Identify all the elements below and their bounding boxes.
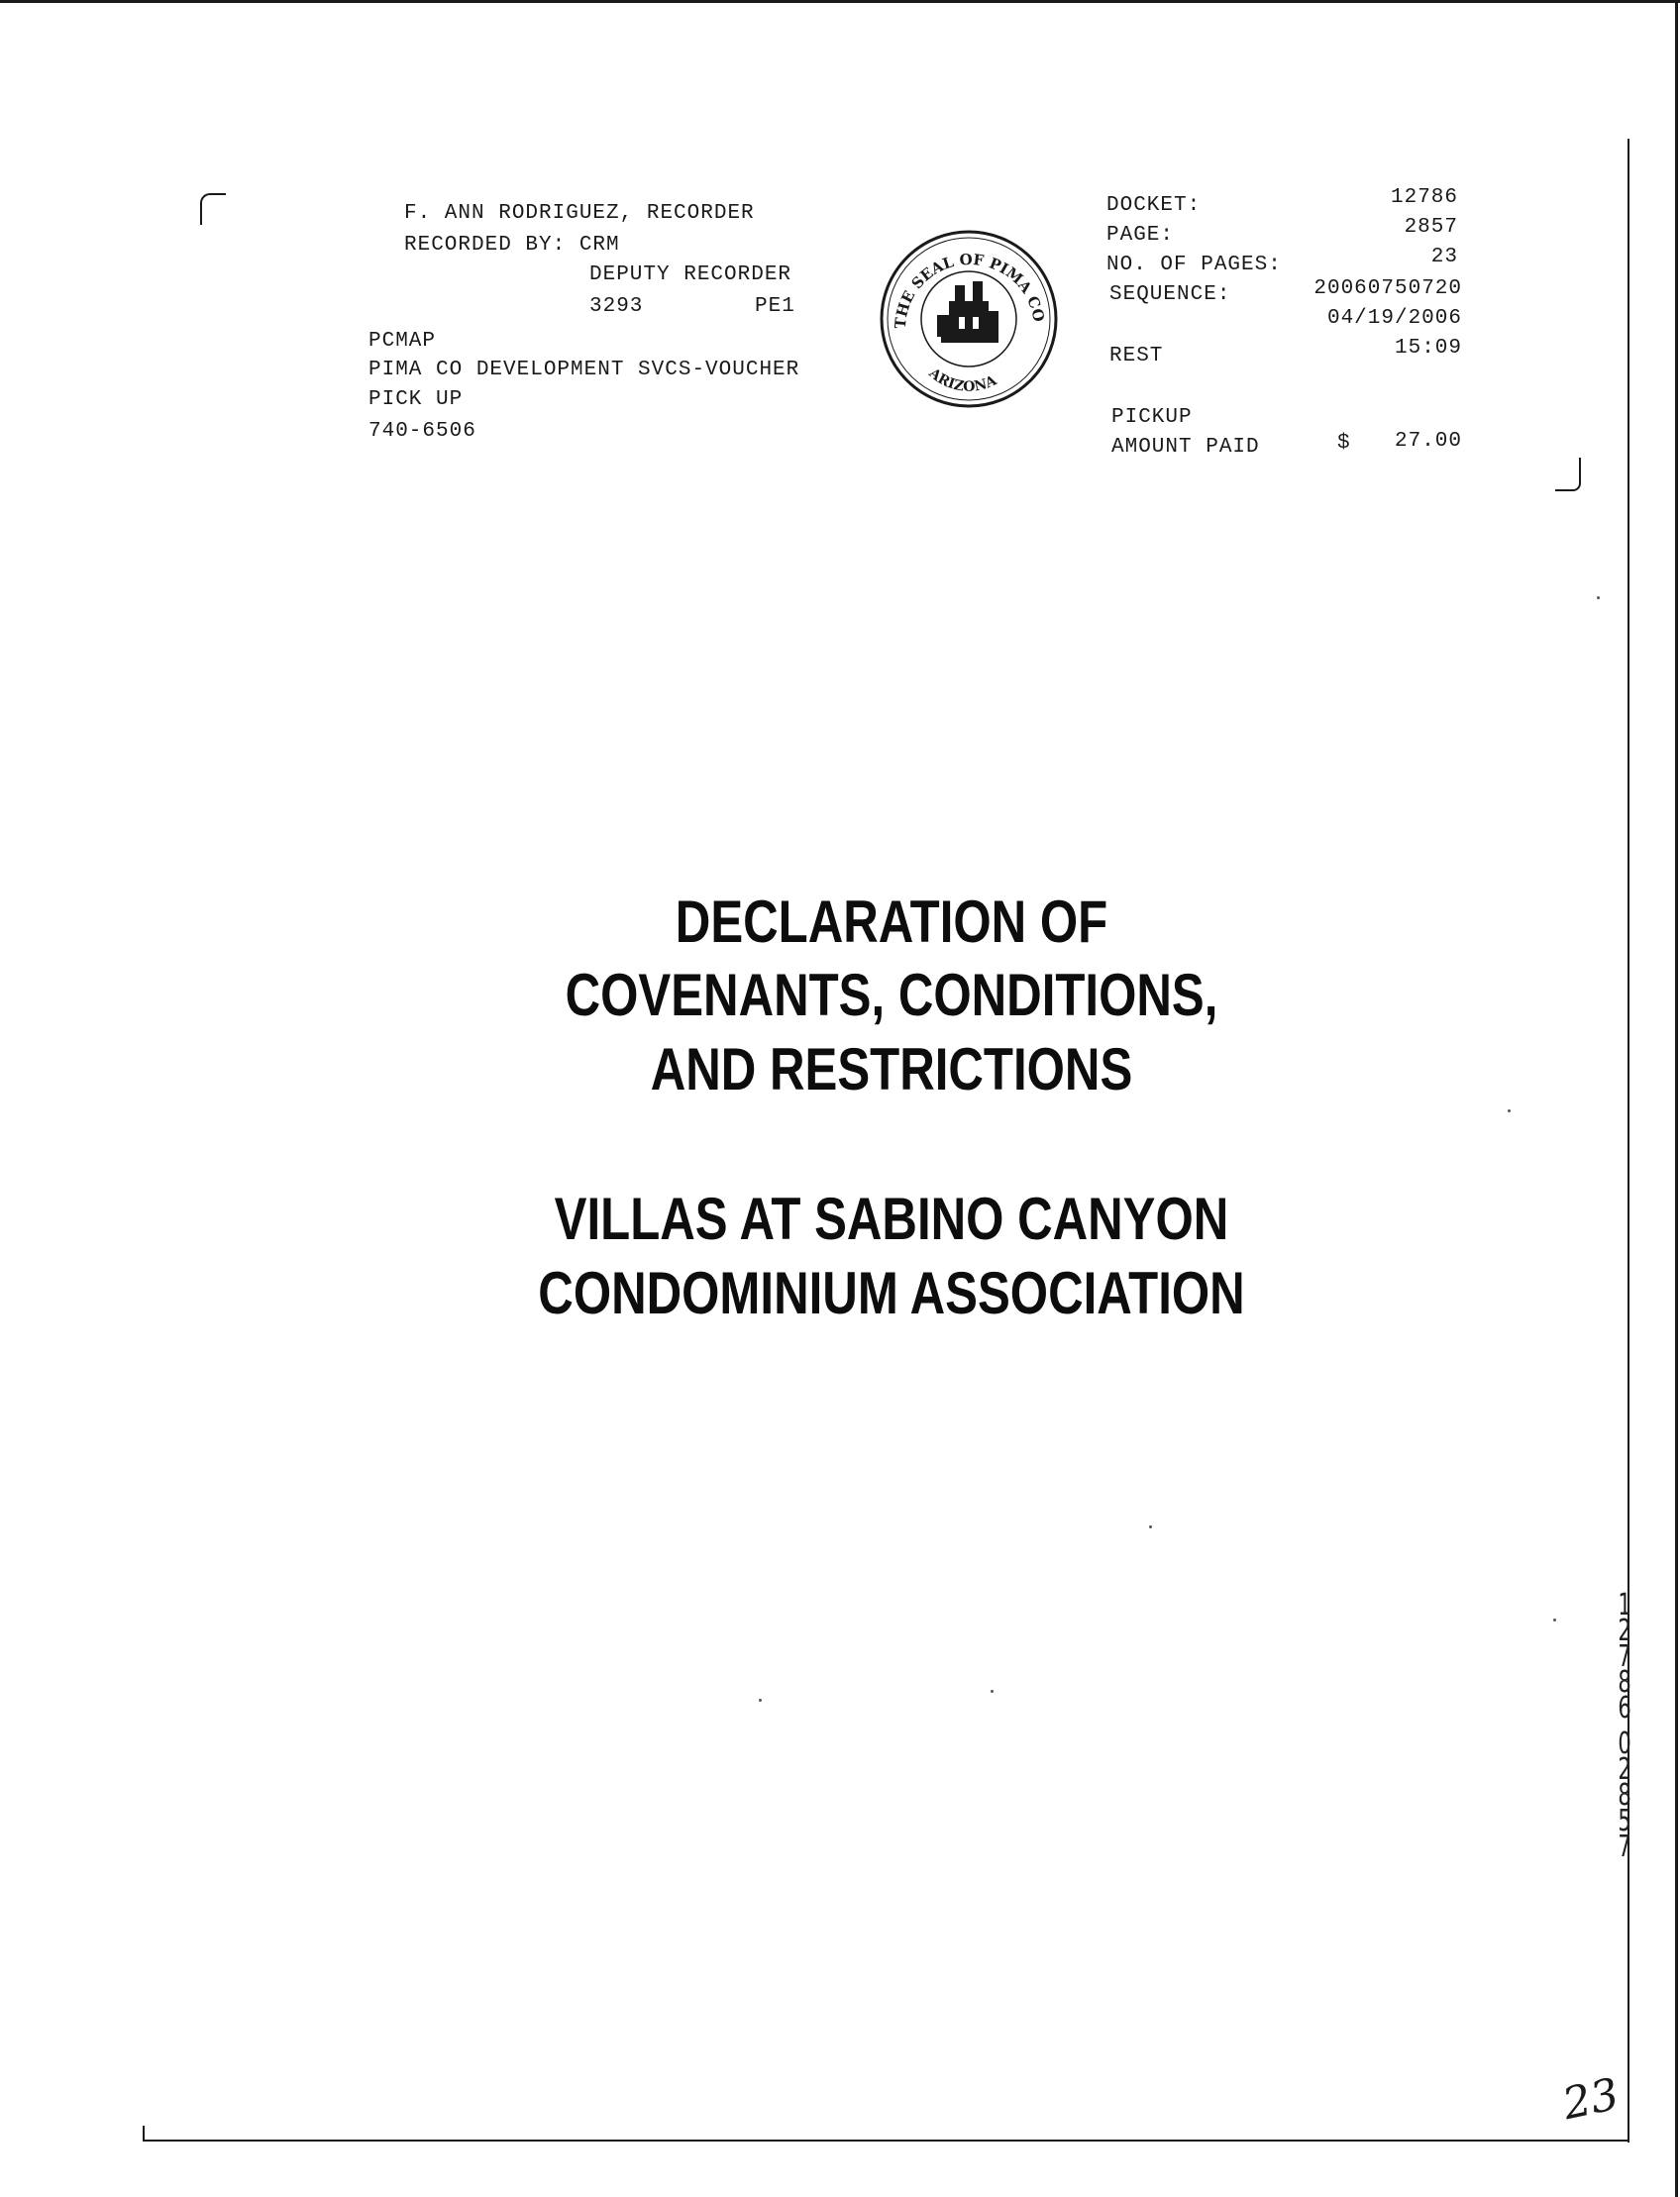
association-line-1: VILLAS AT SABINO CANYON <box>554 1186 1229 1252</box>
title-line-2: COVENANTS, CONDITIONS, <box>565 962 1218 1028</box>
scan-edge-right <box>1675 0 1678 2197</box>
record-date: 04/19/2006 <box>1326 307 1462 330</box>
seal-bottom-text: ARIZONA <box>925 365 999 395</box>
docket-value: 12786 <box>1390 186 1458 209</box>
handwritten-page-count: 23 <box>1558 2068 1624 2131</box>
frame-bottom-line <box>143 2140 1629 2142</box>
amount-paid-value: 27.00 <box>1394 430 1462 453</box>
deputy-recorder: DEPUTY RECORDER <box>589 263 792 286</box>
title-line-1: DECLARATION OF <box>675 889 1108 955</box>
pages-label: NO. OF PAGES: <box>1106 254 1282 276</box>
amount-paid-label: AMOUNT PAID <box>1111 436 1260 459</box>
corner-crop-mark <box>200 193 226 225</box>
scan-speck <box>1597 596 1600 599</box>
scan-speck <box>759 1699 762 1702</box>
svg-text:ARIZONA <box>925 365 1000 394</box>
docket-page-side-stamp: 1 2 7 8 6 0 2 8 5 7 <box>1618 1588 1631 1864</box>
pickup-note: PICK UP <box>368 388 464 411</box>
scan-edge-top <box>0 0 1680 3</box>
scan-speck <box>991 1690 994 1693</box>
scan-speck <box>1553 1619 1556 1622</box>
pages-value: 23 <box>1430 246 1458 268</box>
recorder-code-right: PE1 <box>755 295 795 318</box>
page-label: PAGE: <box>1106 224 1175 247</box>
pickup-label: PICKUP <box>1111 406 1193 429</box>
seal-top-text: THE SEAL OF PIMA CO <box>891 250 1048 330</box>
currency-symbol: $ <box>1337 432 1351 455</box>
recorder-code-left: 3293 <box>589 295 644 318</box>
recorder-name: F. ANN RODRIGUEZ, RECORDER <box>404 202 755 225</box>
title-line-3: AND RESTRICTIONS <box>650 1036 1133 1102</box>
page-value: 2857 <box>1404 216 1458 239</box>
docket-label: DOCKET: <box>1106 194 1202 217</box>
corner-crop-mark-right <box>1555 458 1581 491</box>
scan-speck <box>1149 1525 1152 1528</box>
rest-label: REST <box>1109 345 1164 367</box>
recorded-by: RECORDED BY: CRM <box>404 234 620 257</box>
phone-number: 740-6506 <box>368 420 476 443</box>
record-time: 15:09 <box>1394 337 1462 360</box>
agency-code: PCMAP <box>368 330 437 353</box>
frame-bottom-tick <box>143 2126 145 2142</box>
sequence-label: SEQUENCE: <box>1109 283 1231 306</box>
seal-building-emblem <box>937 281 998 343</box>
scan-speck <box>1508 1109 1511 1112</box>
association-line-2: CONDOMINIUM ASSOCIATION <box>538 1260 1245 1326</box>
sequence-value: 20060750720 <box>1313 277 1462 300</box>
agency-name: PIMA CO DEVELOPMENT SVCS-VOUCHER <box>368 359 800 381</box>
pima-county-seal <box>876 220 1060 414</box>
